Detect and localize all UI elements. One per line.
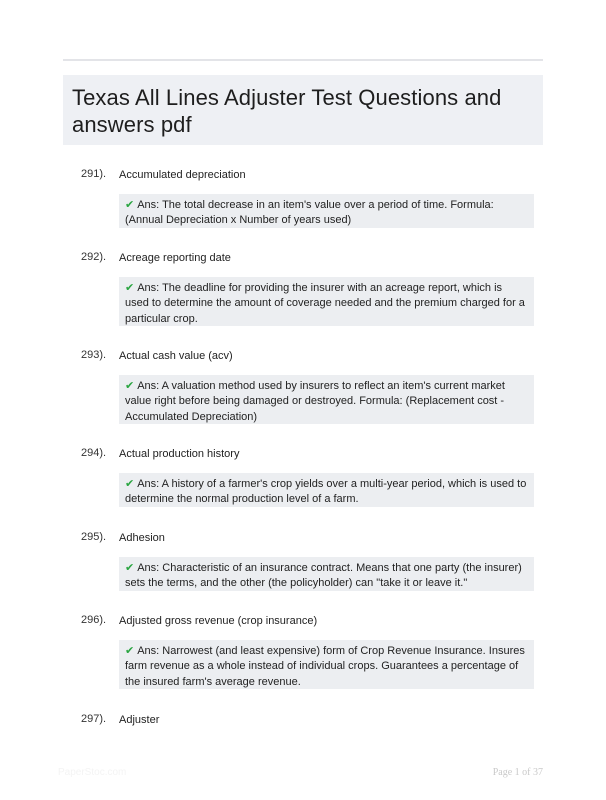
check-icon: ✔: [125, 562, 135, 574]
question-number: 294).: [81, 447, 107, 459]
page-number: Page 1 of 37: [492, 767, 543, 778]
answer-text: Ans: A history of a farmer's crop yields over a multi-year period, which is used to determine the normal production level of a farm.: [125, 478, 527, 506]
answer-box: [119, 194, 534, 228]
answer-text: Ans: Characteristic of an insurance contract. Means that one party (the insurer) sets the terms, and the other (the policyholder) can "take it or leave it.": [125, 562, 522, 590]
answer-text: Ans: The total decrease in an item's value over a period of time. Formula: (Annual Depreciation x Number of years used): [125, 199, 494, 227]
question-number: 296).: [81, 614, 107, 626]
question-number: 295).: [81, 531, 107, 543]
check-icon: ✔: [125, 645, 135, 657]
answer-box: [119, 375, 534, 424]
question-text: Adhesion: [119, 532, 165, 544]
page-title: Texas All Lines Adjuster Test Questions and answers pdf: [72, 85, 502, 137]
watermark-text: PaperStoc.com: [58, 767, 127, 778]
question-text: Adjuster: [119, 714, 160, 726]
check-icon: ✔: [125, 380, 135, 392]
question-text: Actual production history: [119, 448, 240, 460]
top-divider: [63, 59, 543, 61]
question-number: 292).: [81, 251, 107, 263]
answer-text: Ans: Narrowest (and least expensive) form of Crop Revenue Insurance. Insures farm revenue as a whole instead of individual crops. Guarantees a percentage of the insured farm's average revenue.: [125, 645, 525, 688]
question-number: 297).: [81, 713, 107, 725]
answer-box: [119, 277, 534, 326]
answer-text: Ans: A valuation method used by insurers to reflect an item's current market value right before being damaged or destroyed. Formula: (Replacement cost - Accumulated Depreciation): [125, 380, 505, 423]
question-number: 291).: [81, 168, 107, 180]
answer-text: Ans: The deadline for providing the insurer with an acreage report, which is used to determine the amount of coverage needed and the premium charged for a particular crop.: [125, 282, 525, 325]
answer-box: [119, 557, 534, 591]
answer-box: [119, 473, 534, 507]
check-icon: ✔: [125, 199, 135, 211]
question-text: Adjusted gross revenue (crop insurance): [119, 615, 318, 627]
check-icon: ✔: [125, 478, 135, 490]
check-icon: ✔: [125, 282, 135, 294]
answer-box: [119, 640, 534, 689]
question-number: 293).: [81, 349, 107, 361]
question-text: Accumulated depreciation: [119, 169, 246, 181]
title-banner: [63, 75, 543, 145]
question-text: Actual cash value (acv): [119, 350, 233, 362]
question-text: Acreage reporting date: [119, 252, 231, 264]
